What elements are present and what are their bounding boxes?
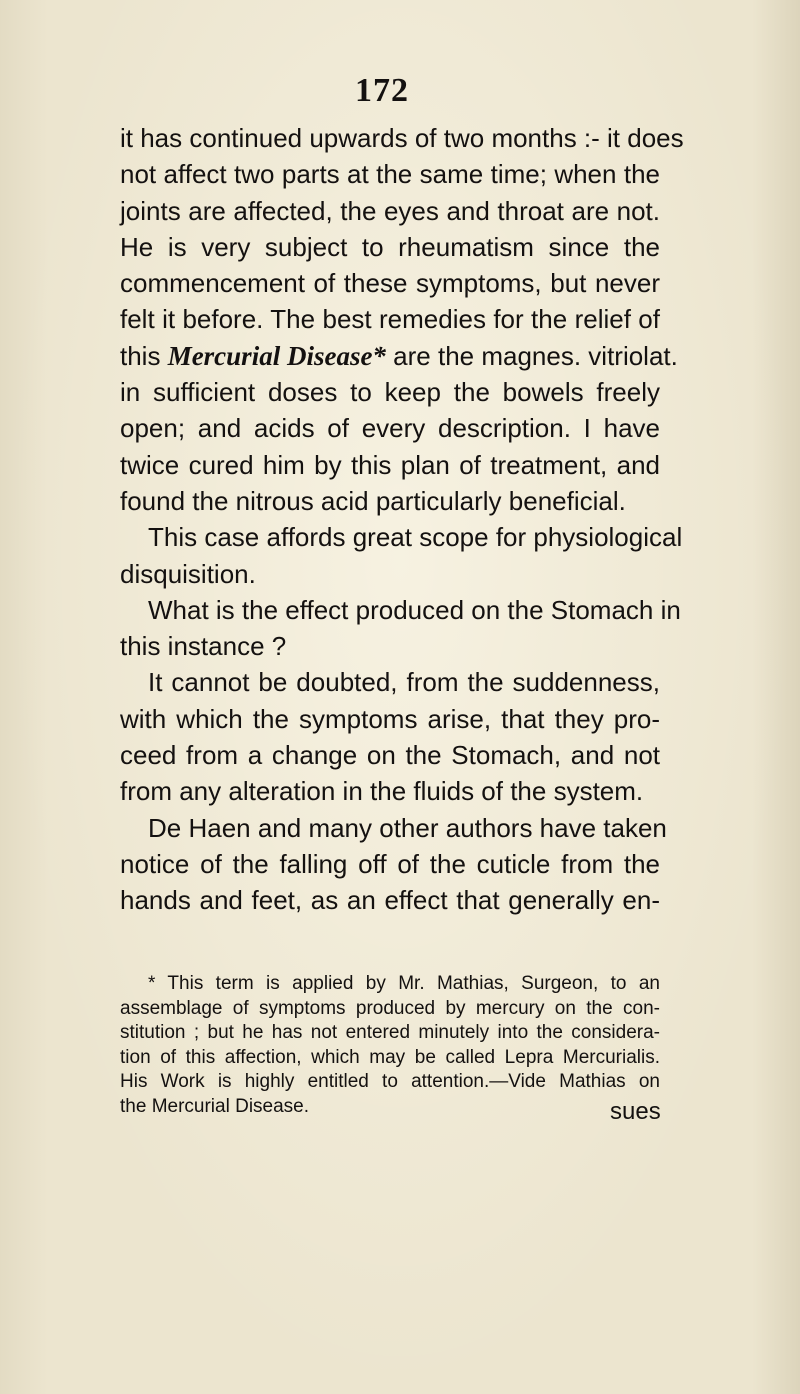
text-line: It cannot be doubted, from the suddenness, <box>148 667 660 698</box>
text-line: it has continued upwards of two months :- it does <box>120 123 684 153</box>
page-number: 172 <box>355 72 409 109</box>
text-line: not affect two parts at the same time; when the <box>120 159 660 190</box>
footnote-line: tion of this affection, which may be called Lepra Mercurialis. <box>120 1046 660 1068</box>
text-line: with which the symptoms arise, that they pro- <box>120 703 660 734</box>
text-line: notice of the falling off of the cuticle from the <box>120 848 660 879</box>
text-line: found the nitrous acid particularly beneficial. <box>120 485 626 516</box>
footnote-line: assemblage of symptoms produced by mercury on the con- <box>120 997 660 1019</box>
line-suffix: are the magnes. vitriolat. <box>393 340 678 371</box>
main-text <box>120 120 684 919</box>
text-line: What is the effect produced on the Stomach in <box>148 594 681 625</box>
text-line: He is very subject to rheumatism since the <box>120 231 660 262</box>
text-line: This case affords great scope for physiological <box>148 522 683 553</box>
text-line: in sufficient doses to keep the bowels freely <box>120 377 660 408</box>
text-line: from any alteration in the fluids of the system. <box>120 776 644 807</box>
text-line: joints are affected, the eyes and throat are not. <box>120 195 660 226</box>
text-line: felt it before. The best remedies for the relief of <box>120 304 660 335</box>
footnote <box>120 972 660 1120</box>
text-line: disquisition. <box>120 558 256 589</box>
text-line-emphasis <box>120 338 678 374</box>
text-line: this instance ? <box>120 631 287 662</box>
term-mercurial-disease: Mercurial Disease* <box>167 340 386 371</box>
text-line: De Haen and many other authors have taken <box>148 812 667 843</box>
footnote-line: * This term is applied by Mr. Mathias, Surgeon, to an <box>148 973 660 994</box>
text-line: twice cured him by this plan of treatment, and <box>120 449 660 480</box>
footnote-line: stitution ; but he has not entered minutely into the considera- <box>120 1022 660 1044</box>
footnote-line: the Mercurial Disease. <box>120 1095 310 1117</box>
text-line: hands and feet, as an effect that generally en- <box>120 885 660 916</box>
catchword: sues <box>610 1098 661 1125</box>
footnote-line: His Work is highly entitled to attention.—Vide Mathias on <box>120 1071 660 1093</box>
line-prefix: this <box>120 340 168 371</box>
text-line: ceed from a change on the Stomach, and not <box>120 740 660 771</box>
text-line: commencement of these symptoms, but never <box>120 268 660 299</box>
text-line: open; and acids of every description. I have <box>120 413 660 444</box>
